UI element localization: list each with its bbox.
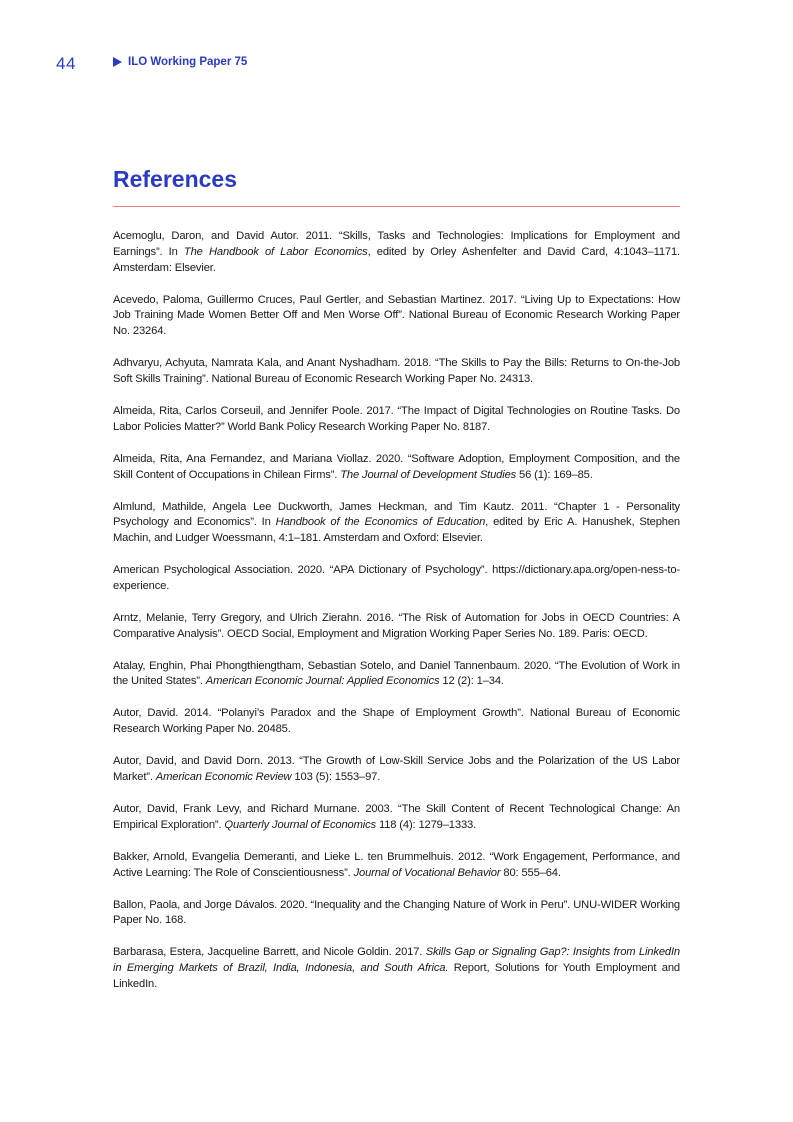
reference-item: Almeida, Rita, Ana Fernandez, and Mariana Viollaz. 2020. “Software Adoption, Employment Composition, and the Skill Content of Occupations in Chilean Firms”. The Journal of Development Studies 56 (1): 169–85. (113, 452, 680, 481)
title-divider (113, 206, 680, 207)
reference-item: Autor, David. 2014. “Polanyi’s Paradox and the Shape of Employment Growth”. National Bureau of Economic Research Working Paper No. 20485. (113, 707, 680, 736)
reference-item: Almlund, Mathilde, Angela Lee Duckworth, James Heckman, and Tim Kautz. 2011. “Chapter 1 - Personality Psychology and Economics”. In Handbook of the Economics of Education, edited by Eric A. Hanushek, Stephen Machin, and Ludger Woessmann, 4:1–181. Amsterdam and Oxford: Elsevier. (113, 500, 680, 545)
page-number: 44 (56, 54, 76, 73)
reference-list (113, 229, 680, 1009)
reference-item: Adhvaryu, Achyuta, Namrata Kala, and Anant Nyshadham. 2018. “The Skills to Pay the Bills: Returns to On-the-Job Soft Skills Training”. National Bureau of Economic Research Working Paper No. 24313. (113, 357, 680, 385)
reference-item: Ballon, Paola, and Jorge Dávalos. 2020. “Inequality and the Changing Nature of Work in Peru”. UNU-WIDER Working Paper No. 168. (113, 898, 680, 927)
reference-item: Acemoglu, Daron, and David Autor. 2011. “Skills, Tasks and Technologies: Implications for Employment and Earnings”. In The Handbook of Labor Economics, edited by Orley Ashenfelter and David Card, 4:1043–1171. Amsterdam: Elsevier. (113, 230, 680, 274)
reference-item: Arntz, Melanie, Terry Gregory, and Ulrich Zierahn. 2016. “The Risk of Automation for Jobs in OECD Countries: A Comparative Analysis”. OECD Social, Employment and Migration Working Paper Series No. 189. Paris: OECD. (113, 611, 680, 640)
reference-item: Autor, David, Frank Levy, and Richard Murnane. 2003. “The Skill Content of Recent Technological Change: An Empirical Exploration”. Quarterly Journal of Economics 118 (4): 1279–1333. (113, 802, 680, 831)
reference-item: Autor, David, and David Dorn. 2013. “The Growth of Low-Skill Service Jobs and the Polarization of the US Labor Market”. American Economic Review 103 (5): 1553–97. (113, 755, 680, 783)
reference-item: Atalay, Enghin, Phai Phongthiengtham, Sebastian Sotelo, and Daniel Tannenbaum. 2020. “The Evolution of Work in the United States”. American Economic Journal: Applied Economics 12 (2): 1–34. (113, 659, 680, 688)
reference-item: American Psychological Association. 2020. “APA Dictionary of Psychology”. https://dictionary.apa.org/open-ness-to-experience. (113, 564, 680, 592)
reference-item: Barbarasa, Estera, Jacqueline Barrett, and Nicole Goldin. 2017. Skills Gap or Signaling Gap?: Insights from LinkedIn in Emerging Markets of Brazil, India, Indonesia, and South Africa. Report, Solutions for Youth Employment and LinkedIn. (113, 946, 680, 990)
running-header (113, 56, 247, 68)
reference-item: Almeida, Rita, Carlos Corseuil, and Jennifer Poole. 2017. “The Impact of Digital Technologies on Routine Tasks. Do Labor Policies Matter?” World Bank Policy Research Working Paper No. 8187. (113, 404, 680, 433)
reference-item: Acevedo, Paloma, Guillermo Cruces, Paul Gertler, and Sebastian Martinez. 2017. “Living Up to Expectations: How Job Training Made Women Better Off and Men Worse Off”. National Bureau of Economic Research Working Paper No. 23264. (113, 293, 680, 338)
running-title: ILO Working Paper 75 (128, 56, 248, 68)
section-title: References (113, 166, 238, 192)
reference-item: Bakker, Arnold, Evangelia Demeranti, and Lieke L. ten Brummelhuis. 2012. “Work Engagement, Performance, and Active Learning: The Role of Conscientiousness”. Journal of Vocational Behavior 80: 555–64. (113, 850, 680, 879)
play-triangle-icon (113, 57, 122, 67)
